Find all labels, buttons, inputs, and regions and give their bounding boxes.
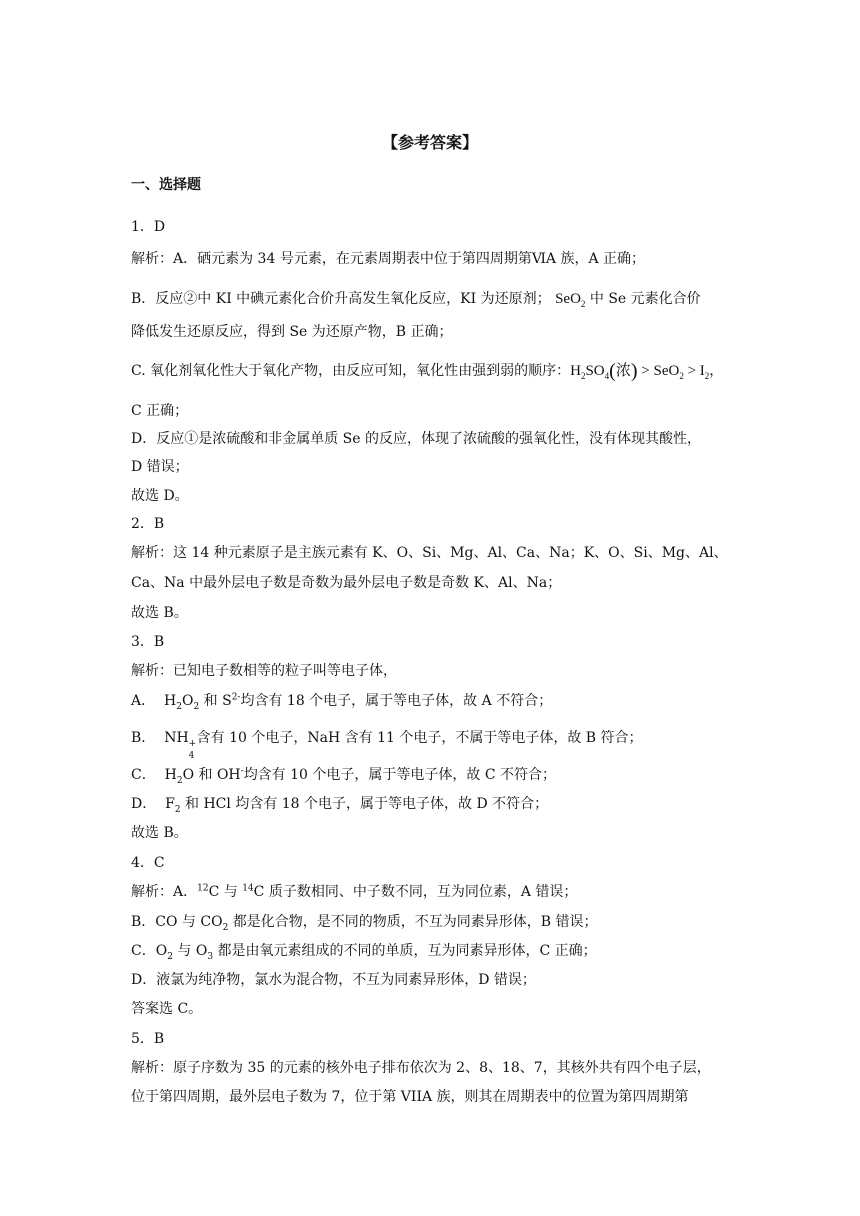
q5-answer: 5．B (131, 1031, 165, 1047)
q5-explanation-line1: 解析：原子序数为 35 的元素的核外电子排布依次为 2、8、18、7，其核外共有四个电子层， (131, 1060, 711, 1076)
q1-option-c-line1: C. 氧化剂氧化性大于氧化产物，由反应可知，氧化性由强到弱的顺序：$H_2SO_4$(浓) > $SeO_2 > I_2$， (131, 360, 724, 382)
q4-option-b: B．CO 与 $CO_2$ 都是化合物，是不同的物质，不互为同素异形体，B 错误； (131, 914, 598, 933)
q3-option-c: C． $H_2O$ 和 OH-均含有 10 个电子，属于等电子体，故 C 不符合； (131, 766, 557, 786)
q5-explanation-line2: 位于第四周期，最外层电子数为 7，位于第 VIIA 族，则其在周期表中的位置为第四周期第 (131, 1089, 689, 1105)
q2-explanation-line2: Ca、Na 中最外层电子数是奇数为最外层电子数是奇数 K、Al、Na； (131, 575, 562, 591)
q3-explanation: 解析：已知电子数相等的粒子叫等电子体， (131, 663, 397, 679)
q1-answer: 1．D (131, 219, 166, 235)
q3-option-a: A． $H_2O_2$ 和 $S^{2-}$均含有 18 个电子，属于等电子体，故 A 不符合； (131, 692, 553, 712)
q1-option-c-line2: C 正确； (131, 403, 189, 419)
q4-option-c: C．$O_2$ 与 $O_3$ 都是由氧元素组成的不同的单质，互为同素异形体，C 正确； (131, 943, 597, 962)
q1-conclusion: 故选 D。 (131, 488, 189, 504)
q1-option-d-line1: D．反应①是浓硫酸和非金属单质 Se 的反应，体现了浓硫酸的强氧化性，没有体现其酸性， (131, 431, 701, 447)
q1-option-b-line2: 降低发生还原反应，得到 Se 为还原产物，B 正确； (131, 324, 453, 340)
q1-option-b-line1: B．反应②中 KI 中碘元素化合价升高发生氧化反应，KI 为还原剂； SeO$_2$ 中 Se 元素化合价 (131, 291, 701, 309)
q2-explanation-line1: 解析：这 14 种元素原子是主族元素有 K、O、Si、Mg、Al、Ca、Na；K、O、Si、Mg、Al、 (131, 545, 728, 561)
q3-conclusion: 故选 B。 (131, 825, 188, 841)
q2-answer: 2．B (131, 516, 165, 532)
q4-option-a: 解析：A．$^{12}$C 与 $^{14}$C 质子数相同、中子数不同，互为同位素，A 错误； (131, 883, 578, 900)
section-heading: 一、选择题 (131, 177, 201, 193)
q4-conclusion: 答案选 C。 (131, 1001, 203, 1017)
q3-option-b: B． NH + 4 含有 10 个电子，NaH 含有 11 个电子，不属于等电子体，故 B 符合； (131, 730, 643, 761)
q4-option-d: D．液氯为纯净物，氯水为混合物，不互为同素异形体，D 错误； (131, 972, 536, 988)
q3-option-d: D． $F_2$ 和 HCl 均含有 18 个电子，属于等电子体，故 D 不符合； (131, 796, 549, 815)
page-title: 【参考答案】 (381, 133, 478, 152)
q3-answer: 3．B (131, 634, 165, 650)
q2-conclusion: 故选 B。 (131, 605, 188, 621)
q1-option-d-line2: D 错误； (131, 459, 189, 475)
q1-option-a: 解析：A．硒元素为 34 号元素，在元素周期表中位于第四周期第ⅥA 族，A 正确； (131, 251, 646, 267)
q4-answer: 4．C (131, 855, 165, 871)
